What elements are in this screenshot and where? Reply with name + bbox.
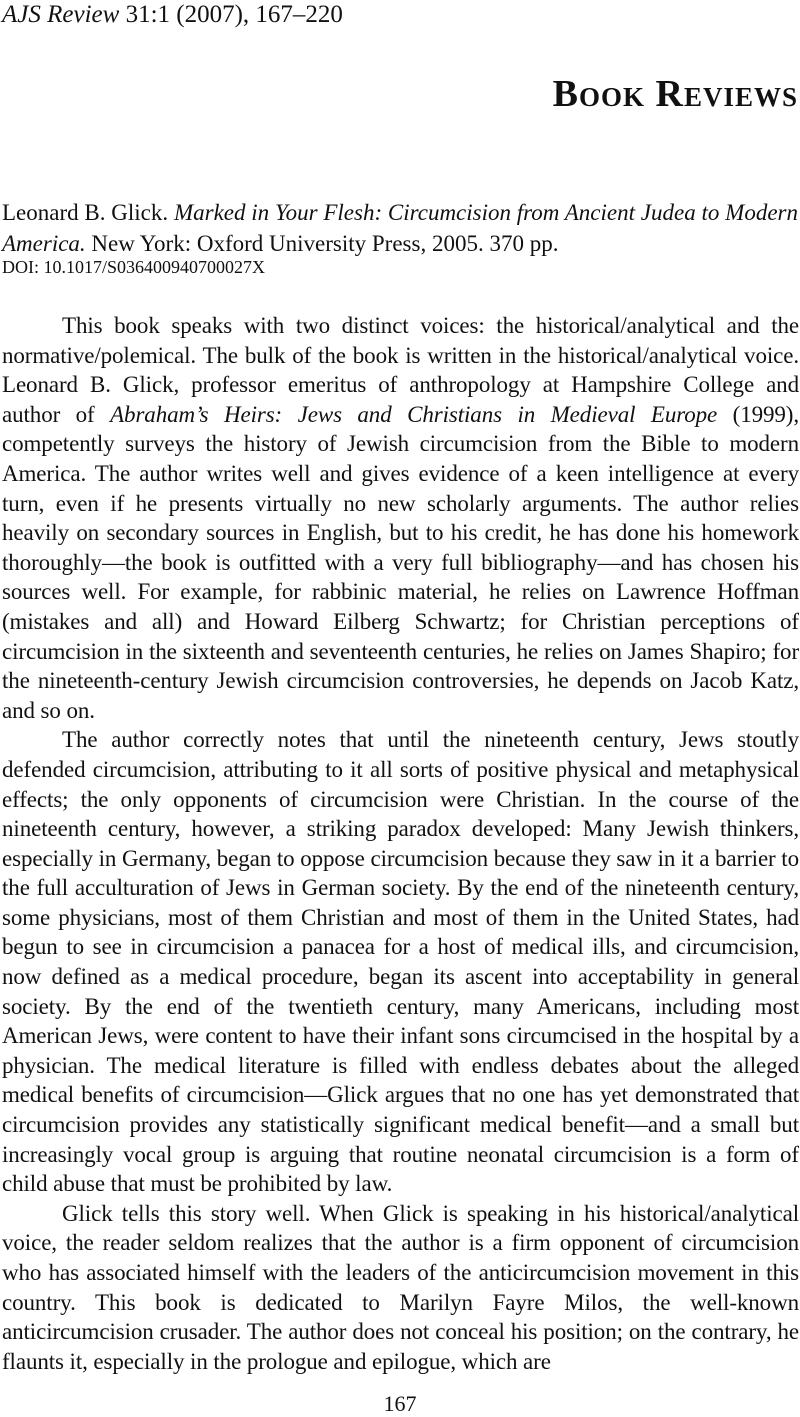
book-author: Leonard B. Glick. bbox=[2, 200, 169, 225]
book-citation bbox=[2, 197, 798, 259]
issue-info: 31:1 (2007), 167–220 bbox=[125, 1, 343, 28]
paragraph: This book speaks with two distinct voices: the historical/analytical and the normative/polemical. The bulk of the book is written in the historical/analytical voice. Leonard B. Glick, professor emeritus of anthropology at Hampshire College and author of Abraham’s Heirs: Jews and Christians in Medieval Europe (1999), competently surveys the history of Jewish circumcision from the Bible to modern America. The author writes well and gives evidence of a keen intelligence at every turn, even if he presents virtually no new scholarly arguments. The author relies heavily on secondary sources in English, but to his credit, he has done his homework thoroughly—the book is outfitted with a very full bibliography—and has chosen his sources well. For example, for rabbinic material, he relies on Lawrence Hoffman (mistakes and all) and Howard Eilberg Schwartz; for Christian perceptions of circumcision in the sixteenth and seventeenth centuries, he relies on James Shapiro; for the nineteenth-century Jewish circumcision controversies, he depends on Jacob Katz, and so on. bbox=[2, 313, 800, 723]
book-publication: New York: Oxford University Press, 2005. 370 pp. bbox=[91, 231, 559, 256]
running-head bbox=[2, 0, 343, 30]
cited-book-title: Abraham’s Heirs: Jews and Christians in Medieval Europe bbox=[110, 401, 718, 427]
doi-link[interactable]: DOI: 10.1017/S036400940700027X bbox=[2, 257, 266, 277]
review-body bbox=[2, 311, 799, 1376]
section-title: Book Reviews bbox=[552, 73, 798, 115]
journal-name: AJS Review bbox=[2, 1, 120, 28]
page-number: 167 bbox=[383, 1391, 417, 1416]
book-title: Marked in Your Flesh: Circumcision from Ancient Judea to Modern America. bbox=[2, 200, 798, 256]
paragraph: Glick tells this story well. When Glick is speaking in his historical/analytical voice, the reader seldom realizes that the author is a firm opponent of circumcision who has associated himself with the leaders of the anticircumcision movement in this country. This book is dedicated to Marilyn Fayre Milos, the well-known anticircumcision crusader. The author does not conceal his position; on the contrary, he flaunts it, especially in the prologue and epilogue, which are bbox=[2, 1200, 799, 1374]
paragraph: The author correctly notes that until the nineteenth century, Jews stoutly defended circumcision, attributing to it all sorts of positive physical and metaphysical effects; the only opponents of circumcision were Christian. In the course of the nineteenth century, however, a striking paradox developed: Many Jewish thinkers, especially in Germany, began to oppose circumcision because they saw in it a barrier to the full acculturation of Jews in German society. By the end of the nineteenth century, some physicians, most of them Christian and most of them in the United States, had begun to see in circumcision a panacea for a host of medical ills, and circumcision, now defined as a medical procedure, began its ascent into acceptability in general society. By the end of the twentieth century, many Americans, including most American Jews, were content to have their infant sons circumcised in the hospital by a physician. The medical literature is filled with endless debates about the alleged medical benefits of circumcision—Glick argues that no one has yet demonstrated that circumcision provides any statistically significant medical benefit—and a small but increasingly vocal group is arguing that routine neonatal circumcision is a form of child abuse that must be prohibited by law. bbox=[2, 727, 799, 1197]
